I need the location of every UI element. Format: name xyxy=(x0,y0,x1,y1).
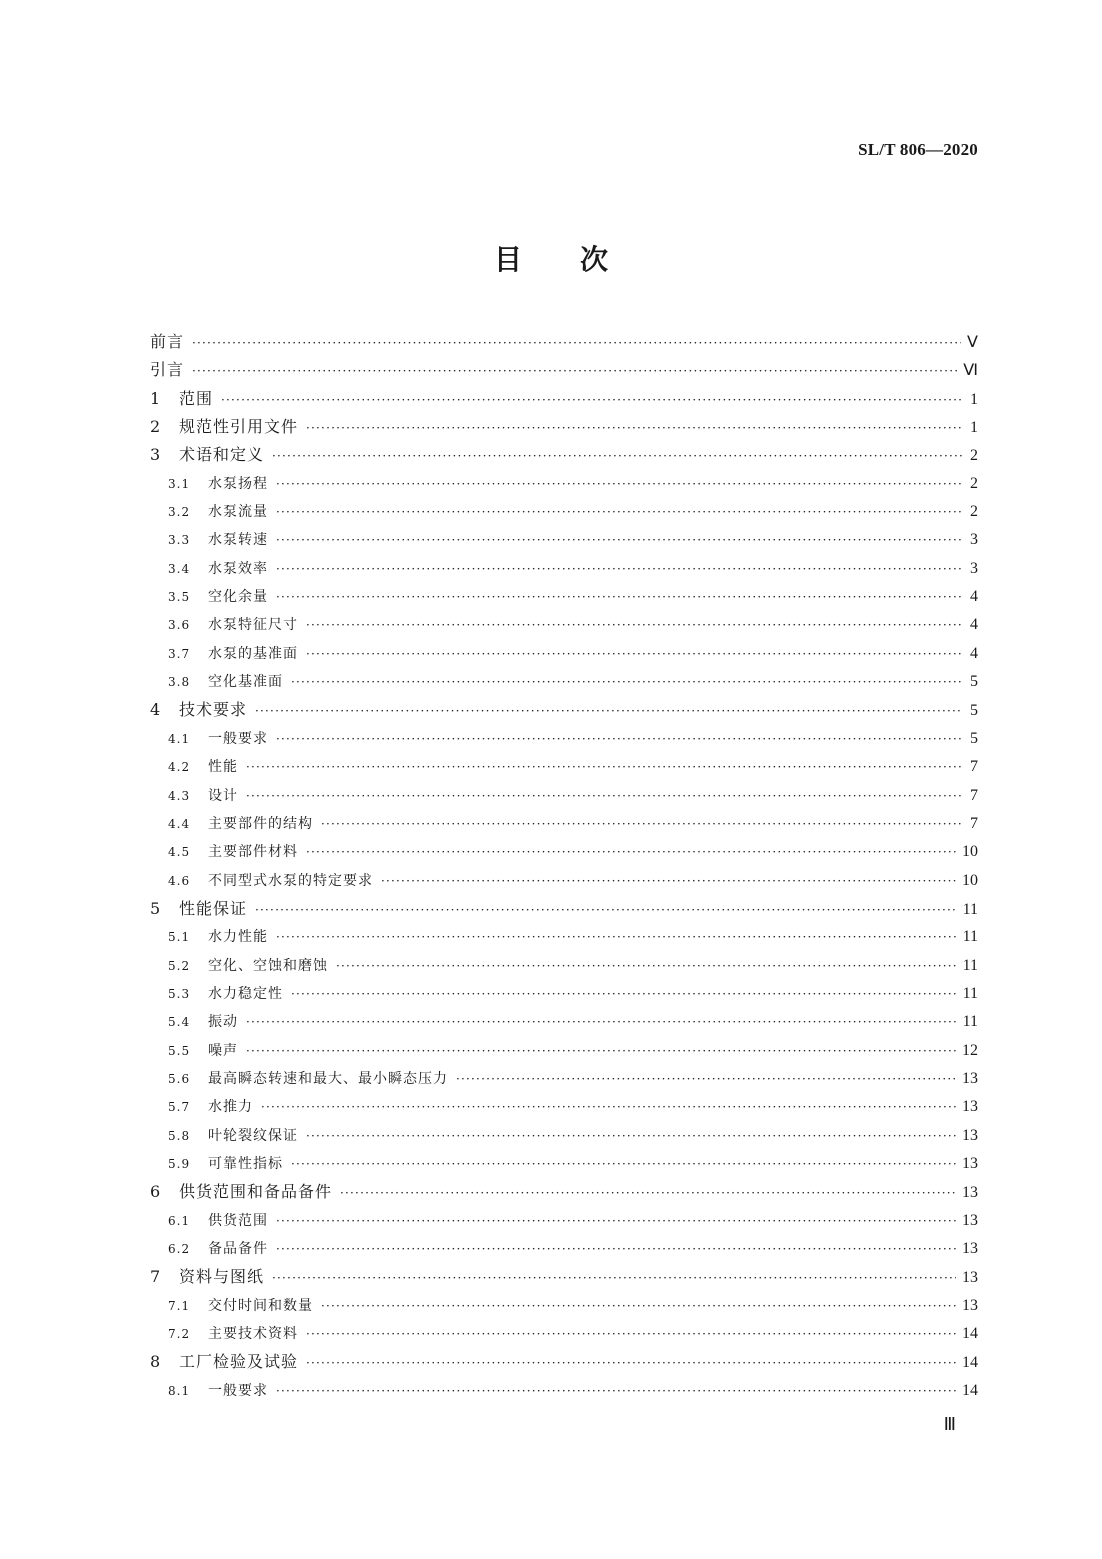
toc-entry[interactable] xyxy=(150,1122,978,1150)
toc-entry-title: 规范性引用文件 xyxy=(179,417,299,437)
toc-entry-number: 5.6 xyxy=(168,1071,191,1086)
toc-entry-page: 13 xyxy=(962,1126,978,1144)
toc-leader-dots xyxy=(321,810,962,838)
toc-entry-title: 引言 xyxy=(150,360,185,380)
toc-entry[interactable] xyxy=(150,1178,978,1206)
toc-heading xyxy=(0,238,1102,278)
toc-entry-title: 主要部件材料 xyxy=(208,844,298,861)
toc-entry-number: 7.1 xyxy=(168,1298,191,1313)
toc-entry[interactable] xyxy=(150,1207,978,1235)
toc-entry[interactable] xyxy=(150,668,978,696)
toc-entry[interactable] xyxy=(150,1065,978,1093)
toc-entry[interactable] xyxy=(150,1377,978,1405)
toc-leader-dots xyxy=(221,386,962,414)
toc-leader-dots xyxy=(246,1037,956,1065)
toc-entry-page: 14 xyxy=(962,1381,978,1399)
toc-leader-dots xyxy=(321,1292,956,1320)
toc-entry[interactable] xyxy=(150,782,978,810)
toc-entry-page: 13 xyxy=(962,1269,978,1287)
toc-entry-page: 11 xyxy=(962,900,978,918)
toc-entry[interactable] xyxy=(150,413,978,441)
toc-entry-page: 1 xyxy=(970,390,978,408)
toc-leader-dots xyxy=(276,725,962,753)
toc-entry-number: 5.7 xyxy=(168,1100,191,1115)
toc-entry-page: 7 xyxy=(970,814,978,832)
toc-entry-page: 7 xyxy=(970,758,978,776)
toc-leader-dots xyxy=(291,668,962,696)
table-of-contents xyxy=(150,328,978,1405)
toc-leader-dots xyxy=(306,838,956,866)
toc-entry[interactable] xyxy=(150,810,978,838)
toc-entry-number: 6.1 xyxy=(168,1213,191,1228)
toc-entry-number: 4.1 xyxy=(168,731,191,746)
toc-entry-title: 可靠性指标 xyxy=(208,1155,283,1172)
toc-entry[interactable] xyxy=(150,498,978,526)
document-code: SL/T 806—2020 xyxy=(858,140,978,159)
toc-entry-number: 5.9 xyxy=(168,1156,191,1171)
toc-heading-char-1: 目 xyxy=(493,243,522,276)
toc-entry-title: 备品备件 xyxy=(208,1241,268,1257)
toc-entry-title: 技术要求 xyxy=(179,700,248,720)
toc-entry[interactable] xyxy=(150,1150,978,1178)
toc-entry-page: 14 xyxy=(962,1354,978,1372)
toc-entry-number: 5 xyxy=(150,898,161,918)
toc-entry[interactable] xyxy=(150,1235,978,1263)
toc-leader-dots xyxy=(272,442,962,470)
toc-entry-number: 4 xyxy=(150,700,161,720)
toc-entry-number: 3.2 xyxy=(168,505,191,520)
toc-leader-dots xyxy=(276,555,962,583)
toc-leader-dots xyxy=(255,896,957,924)
toc-entry-title: 交付时间和数量 xyxy=(208,1297,313,1314)
toc-entry[interactable] xyxy=(150,1292,978,1320)
toc-entry-page: 10 xyxy=(962,871,978,889)
toc-entry-page: 2 xyxy=(970,503,978,521)
toc-leader-dots xyxy=(246,1008,957,1036)
toc-entry-page: 5 xyxy=(970,702,978,720)
toc-leader-dots xyxy=(276,583,962,611)
toc-entry-title: 噪声 xyxy=(208,1042,238,1059)
toc-entry-title: 一般要求 xyxy=(208,1382,268,1399)
toc-entry[interactable] xyxy=(150,952,978,980)
toc-leader-dots xyxy=(276,470,962,498)
toc-entry[interactable] xyxy=(150,611,978,639)
toc-leader-dots xyxy=(192,329,961,357)
toc-entry-title: 一般要求 xyxy=(208,730,268,747)
toc-entry-number: 7 xyxy=(150,1267,161,1287)
toc-entry-number: 8.1 xyxy=(168,1383,191,1398)
toc-entry-number: 8 xyxy=(150,1352,161,1372)
toc-entry-title: 水泵特征尺寸 xyxy=(208,617,298,634)
toc-entry-page: 3 xyxy=(970,531,978,549)
toc-entry-number: 5.2 xyxy=(168,958,191,973)
toc-leader-dots xyxy=(306,1349,956,1377)
toc-entry-title: 水泵转速 xyxy=(208,532,268,549)
toc-entry-number: 3.1 xyxy=(168,476,191,491)
toc-entry-number: 3.4 xyxy=(168,561,191,576)
toc-entry-title: 设计 xyxy=(208,787,238,804)
toc-entry-page: 13 xyxy=(962,1069,978,1087)
toc-entry[interactable] xyxy=(150,895,978,923)
toc-entry-page: 7 xyxy=(970,786,978,804)
toc-entry-title: 叶轮裂纹保证 xyxy=(208,1127,298,1144)
toc-entry[interactable] xyxy=(150,980,978,1008)
toc-leader-dots xyxy=(340,1179,956,1207)
toc-entry-title: 术语和定义 xyxy=(179,445,265,465)
toc-leader-dots xyxy=(336,952,957,980)
toc-entry[interactable] xyxy=(150,526,978,554)
toc-entry-title: 主要部件的结构 xyxy=(208,815,313,832)
toc-entry-number: 3.5 xyxy=(168,590,191,605)
toc-entry-number: 2 xyxy=(150,417,161,437)
toc-entry[interactable] xyxy=(150,725,978,753)
toc-leader-dots xyxy=(192,357,957,385)
toc-entry-page: 13 xyxy=(962,1211,978,1229)
toc-entry-page: Ⅵ xyxy=(963,362,978,380)
toc-entry-number: 5.5 xyxy=(168,1043,191,1058)
toc-leader-dots xyxy=(291,980,957,1008)
toc-entry-number: 3 xyxy=(150,445,161,465)
toc-entry-title: 主要技术资料 xyxy=(208,1326,298,1343)
toc-leader-dots xyxy=(255,697,962,725)
toc-entry-title: 供货范围和备品备件 xyxy=(179,1182,333,1202)
toc-entry-page: 13 xyxy=(962,1098,978,1116)
toc-entry-title: 供货范围 xyxy=(208,1212,268,1229)
toc-entry-title: 性能 xyxy=(208,759,238,776)
toc-entry-title: 空化基准面 xyxy=(208,674,283,691)
toc-entry[interactable] xyxy=(150,696,978,724)
toc-leader-dots xyxy=(276,1235,956,1263)
toc-entry-page: 12 xyxy=(962,1041,978,1059)
toc-entry-title: 前言 xyxy=(150,332,185,351)
toc-leader-dots xyxy=(306,1122,956,1150)
toc-leader-dots xyxy=(306,640,962,668)
toc-entry[interactable] xyxy=(150,356,978,384)
toc-entry-number: 1 xyxy=(150,388,161,408)
toc-entry-title: 振动 xyxy=(208,1014,238,1031)
toc-entry[interactable] xyxy=(150,583,978,611)
toc-entry-number: 3.7 xyxy=(168,646,191,661)
toc-entry-title: 不同型式水泵的特定要求 xyxy=(208,872,373,889)
toc-entry[interactable] xyxy=(150,923,978,951)
toc-entry[interactable] xyxy=(150,753,978,781)
toc-entry-title: 水泵的基准面 xyxy=(208,645,298,662)
toc-entry-title: 空化余量 xyxy=(208,589,268,606)
toc-entry-page: 14 xyxy=(962,1325,978,1343)
toc-entry-number: 3.6 xyxy=(168,618,191,633)
toc-entry-number: 3.3 xyxy=(168,533,191,548)
toc-entry[interactable] xyxy=(150,555,978,583)
toc-leader-dots xyxy=(276,1377,956,1405)
toc-entry-page: 4 xyxy=(970,644,978,662)
toc-entry[interactable] xyxy=(150,1348,978,1376)
toc-leader-dots xyxy=(276,923,957,951)
toc-entry-number: 5.1 xyxy=(168,930,191,945)
toc-entry-page: 11 xyxy=(962,984,978,1002)
toc-entry-page: 4 xyxy=(970,616,978,634)
toc-entry-title: 水推力 xyxy=(208,1099,253,1116)
toc-entry-page: 11 xyxy=(962,1013,978,1031)
toc-entry-page: 13 xyxy=(962,1154,978,1172)
toc-leader-dots xyxy=(261,1093,956,1121)
toc-entry[interactable] xyxy=(150,867,978,895)
toc-entry[interactable] xyxy=(150,1093,978,1121)
toc-entry-page: Ⅴ xyxy=(967,334,978,351)
toc-leader-dots xyxy=(306,611,962,639)
toc-entry[interactable] xyxy=(150,1263,978,1291)
toc-entry[interactable] xyxy=(150,385,978,413)
toc-entry-page: 5 xyxy=(970,729,978,747)
toc-leader-dots xyxy=(306,414,962,442)
toc-leader-dots xyxy=(276,498,962,526)
toc-leader-dots xyxy=(246,782,962,810)
toc-entry[interactable] xyxy=(150,1008,978,1036)
toc-leader-dots xyxy=(306,1320,956,1348)
toc-entry-number: 5.8 xyxy=(168,1128,191,1143)
toc-entry-title: 水泵扬程 xyxy=(208,475,268,492)
toc-entry-number: 4.6 xyxy=(168,873,191,888)
toc-entry-page: 2 xyxy=(970,447,978,465)
toc-leader-dots xyxy=(291,1150,956,1178)
toc-entry-number: 4.4 xyxy=(168,816,191,831)
toc-entry-number: 6.2 xyxy=(168,1242,191,1256)
toc-entry-page: 5 xyxy=(970,673,978,691)
toc-leader-dots xyxy=(276,526,962,554)
toc-leader-dots xyxy=(381,867,956,895)
toc-entry-number: 4.5 xyxy=(168,845,191,860)
toc-entry-title: 水力性能 xyxy=(208,929,268,946)
toc-leader-dots xyxy=(246,753,962,781)
toc-entry-title: 水泵效率 xyxy=(208,560,268,577)
toc-entry-page: 11 xyxy=(962,956,978,974)
toc-leader-dots xyxy=(456,1065,956,1093)
toc-entry-page: 13 xyxy=(962,1184,978,1202)
toc-entry[interactable] xyxy=(150,1037,978,1065)
toc-entry-page: 11 xyxy=(962,928,978,946)
toc-entry-number: 5.3 xyxy=(168,986,191,1001)
toc-entry[interactable] xyxy=(150,470,978,498)
toc-entry-page: 10 xyxy=(962,843,978,861)
toc-entry-number: 4.2 xyxy=(168,760,191,775)
toc-entry-number: 6 xyxy=(150,1182,161,1202)
toc-entry-page: 3 xyxy=(970,559,978,577)
toc-entry[interactable] xyxy=(150,838,978,866)
page-number: Ⅲ xyxy=(943,1414,956,1434)
toc-entry-title: 工厂检验及试验 xyxy=(179,1352,299,1372)
toc-entry-page: 2 xyxy=(970,474,978,492)
toc-entry[interactable] xyxy=(150,1320,978,1348)
toc-entry-title: 水力稳定性 xyxy=(208,985,283,1002)
toc-entry[interactable] xyxy=(150,328,978,356)
toc-entry-page: 1 xyxy=(970,419,978,437)
toc-entry-number: 7.2 xyxy=(168,1327,191,1342)
toc-entry-title: 资料与图纸 xyxy=(179,1267,265,1287)
toc-heading-char-2: 次 xyxy=(580,243,609,276)
toc-entry[interactable] xyxy=(150,640,978,668)
toc-entry-title: 水泵流量 xyxy=(208,504,268,521)
toc-entry-page: 4 xyxy=(970,588,978,606)
toc-leader-dots xyxy=(272,1264,956,1292)
toc-entry-number: 3.8 xyxy=(168,675,191,690)
toc-entry-number: 5.4 xyxy=(168,1015,191,1030)
toc-leader-dots xyxy=(276,1207,956,1235)
toc-entry-page: 13 xyxy=(962,1296,978,1314)
toc-entry-title: 范围 xyxy=(179,388,214,408)
toc-entry[interactable] xyxy=(150,441,978,469)
toc-entry-number: 4.3 xyxy=(168,788,191,803)
toc-entry-page: 13 xyxy=(962,1240,978,1257)
toc-entry-title: 性能保证 xyxy=(179,898,248,918)
toc-entry-title: 空化、空蚀和磨蚀 xyxy=(208,957,328,974)
toc-entry-title: 最高瞬态转速和最大、最小瞬态压力 xyxy=(208,1070,448,1087)
